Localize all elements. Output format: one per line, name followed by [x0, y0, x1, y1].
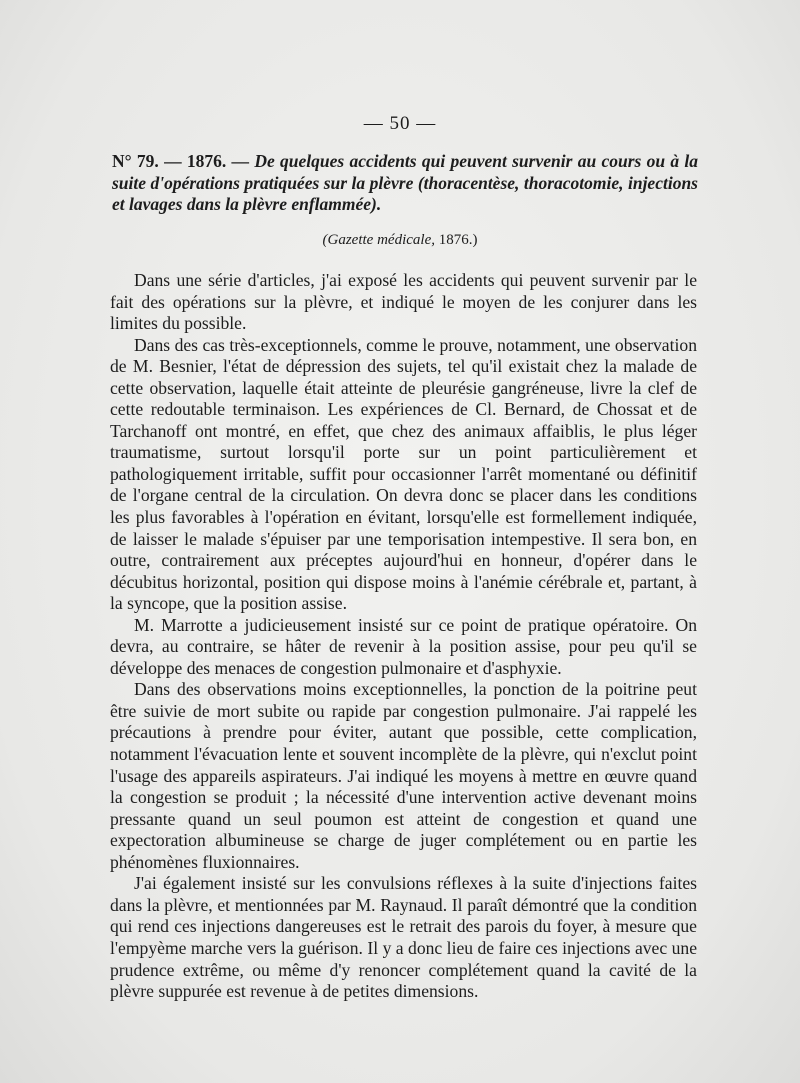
paragraph-3: M. Marrotte a judicieusement insisté sur ce point de pratique opératoire. On devra, au contraire, se hâter de revenir à la position assise, pour peu qu'il se développe des menaces de congestion pulmonaire et d'asphyxie.: [110, 614, 697, 678]
paragraph-4: Dans des observations moins exceptionnelles, la ponction de la poitrine peut être suivie de mort subite ou rapide par congestion pulmonaire. J'ai rappelé les précautions à prendre pour éviter, autant que possible, cette complication, notamment l'évacuation lente et souvent incomplète de la plèvre, qui n'exclut point l'usage des appareils aspirateurs. J'ai indiqué les moyens à mettre en œuvre quand la congestion se produit ; la nécessité d'une intervention active devenant moins pressante quand un seul poumon est atteint de congestion et quand une expectoration albumineuse se charge de juger complétement ou en partie les phénomènes fluxionnaires.: [110, 679, 697, 872]
source-year: 1876.): [438, 232, 478, 248]
paragraph-2: Dans des cas très-exceptionnels, comme le prouve, notamment, une observation de M. Besnier, l'état de dépression des sujets, tel qu'il existait chez la malade de cette observation, laquelle était atteinte de pleurésie gangréneuse, livre la clef de cette redoutable terminaison. Les expériences de Cl. Bernard, de Chossat et de Tarchanoff ont montré, en effet, que chez des animaux affaiblis, le plus léger traumatisme, surtout lorsqu'il porte sur un point particulièrement et pathologiquement irritable, suffit pour occasionner l'arrêt momentané ou définitif de l'organe central de la circulation. On devra donc se placer dans les conditions les plus favorables à l'opération en évitant, lorsqu'elle est formellement indiquée, de laisser le malade s'épuiser par une temporisation intempestive. Il sera bon, en outre, contrairement aux préceptes aujourd'hui en honneur, d'opérer dans le décubitus horizontal, position qui dispose moins à l'anémie cérébrale et, partant, à la syncope, que la position assise.: [110, 334, 697, 614]
entry-title: De quelques accidents qui peuvent survenir au cours ou à la suite d'opérations pratiquées sur la plèvre (thoracentèse, thoracotomie, injections et lavages dans la plèvre enflammée).: [112, 151, 699, 215]
source-citation: [0, 232, 800, 249]
entry-number: N° 79.: [112, 151, 159, 171]
paragraph-5: J'ai également insisté sur les convulsions réflexes à la suite d'injections faites dans la plèvre, et mentionnées par M. Raynaud. Il paraît démontré que la condition qui rend ces injections dangereuses est le retrait des parois du foyer, à mesure que l'empyème marche vers la guérison. Il y a donc lieu de faire ces injections avec une prudence extrême, ou même d'y renoncer complétement quand la cavité de la plèvre suppurée est revenue à de petites dimensions.: [110, 873, 697, 1002]
source-journal: (Gazette médicale,: [322, 232, 435, 248]
paragraph-1: Dans une série d'articles, j'ai exposé les accidents qui peuvent survenir par le fait des opérations sur la plèvre, et indiqué le moyen de les conjurer dans les limites du possible.: [110, 270, 697, 334]
page-number: — 50 —: [363, 113, 437, 134]
entry-header: [112, 151, 698, 216]
entry-year: — 1876. —: [164, 151, 250, 171]
body-text: [110, 270, 697, 1003]
